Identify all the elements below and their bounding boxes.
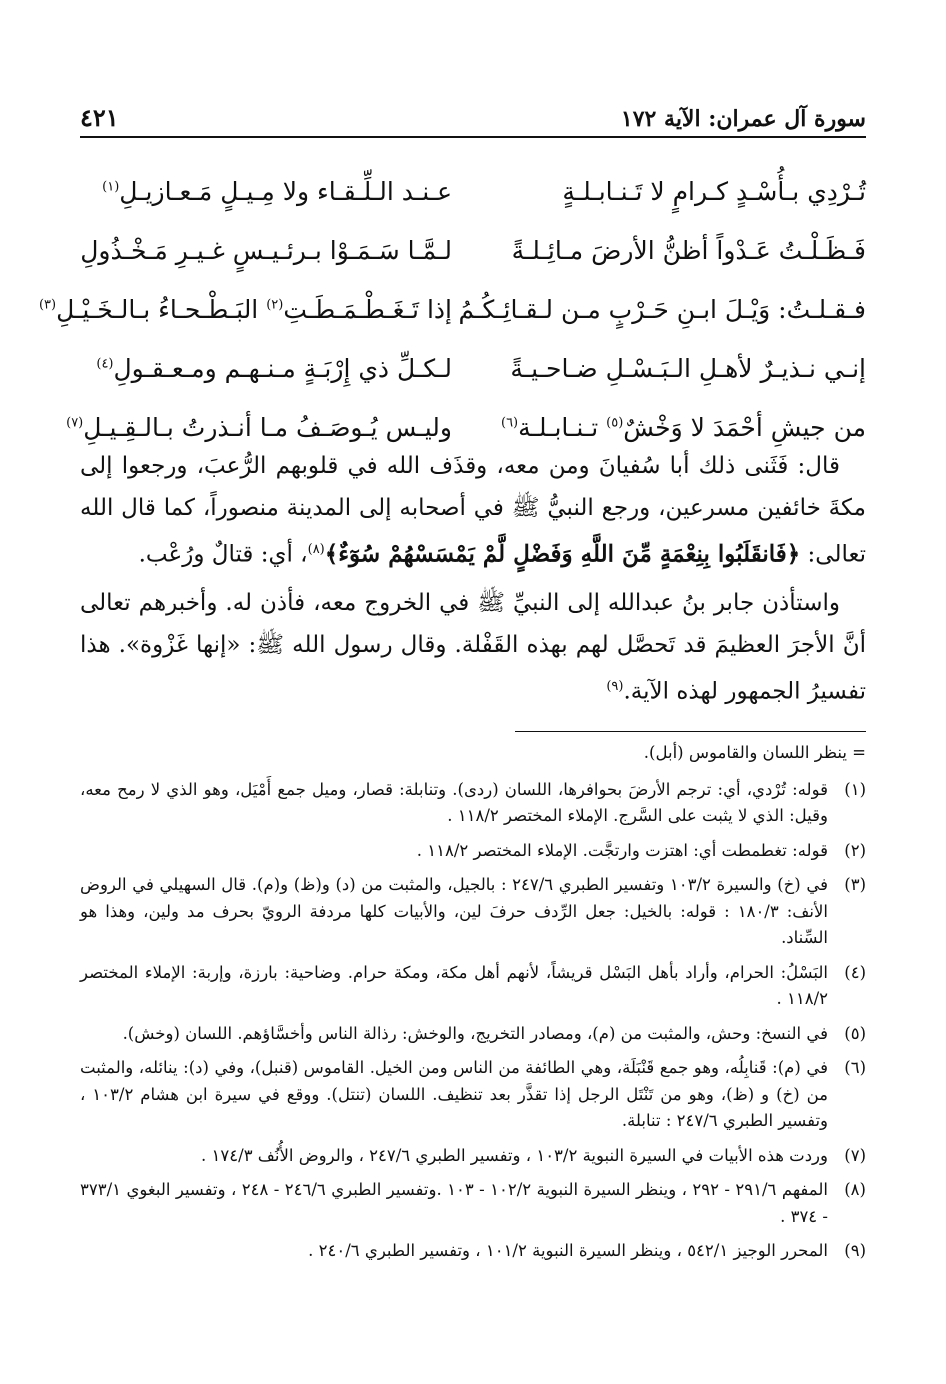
poem xyxy=(38,162,866,457)
verse-first-hemistich xyxy=(494,413,866,442)
footnote xyxy=(80,872,866,952)
hemistich-text: لـكـلِّ ذي إِرْبَـةٍ مـنـهـم ومـعـقـولِ xyxy=(113,354,452,383)
page-header xyxy=(80,96,866,132)
verse-first-hemistich xyxy=(494,236,866,265)
verse-first-hemistich xyxy=(458,295,866,324)
footnote-text: قوله: تُرْدي، أي: ترجم الأرضَ بحوافرها، اللسان (ردى). وتنابلة: قصار، وميل جمع أَمْيَل، وهو الذي لا رمح معه، وقيل: الذي لا يثبت على السَّرج. الإملاء المختصر ١١٨/٢ . xyxy=(80,779,828,825)
footnote-separator xyxy=(515,731,866,732)
footnote-ref: (٧) xyxy=(66,415,84,431)
poem-verse xyxy=(38,280,866,339)
footnote-continuation: = ينظر اللسان والقاموس (أبل). xyxy=(643,743,866,762)
verse-second-hemistich xyxy=(80,354,452,383)
footnote-number: (٤) xyxy=(844,962,866,982)
footnote xyxy=(80,1143,866,1170)
quran-citation: ﴿فَانقَلَبُوا بِنِعْمَةٍ مِّنَ اللَّهِ وَفَضْلٍ لَّمْ يَمْسَسْهُمْ سُوٓءٌ﴾ xyxy=(324,540,801,568)
footnote xyxy=(80,1055,866,1135)
footnote-text: المحرر الوجيز ٥٤٢/١ ، وينظر السيرة النبوية ١٠١/٢ ، وتفسير الطبري ٢٤٠/٦ . xyxy=(308,1241,828,1260)
footnote-number: (٨) xyxy=(844,1180,866,1199)
verse-second-hemistich xyxy=(66,413,452,442)
footnote-text: في (م): قَنابِلُه، وهو جمع قَنْبَلَة، وهي الطائفة من الناس ومن الخيل. القاموس (قنبل)، وفي (د): ينائله، والمثبت من (خ) و (ظ)، وهو من تَنْتَل الرجل إذا تقذَّر بعد تنظيف. اللسان (تنتل). ووقع في سيرة ابن هشام ١٠٣/٢ ، وتفسير الطبري ٢٤٧/٦ : تنابلة. xyxy=(80,1058,829,1130)
footnote-ref: (٨) xyxy=(307,542,325,557)
body-text xyxy=(80,445,866,712)
hemistich-text: إذا تَـغَـطْـمَـطَـتِ xyxy=(283,295,452,324)
hemistich-text: عـنـد الـلِّـقـاء ولا مِـيـلٍ مَـعـازيـلِ xyxy=(119,177,452,206)
footnote-ref: (٥) xyxy=(606,415,624,431)
hemistich-text: لـمَّـا سَـمَـوْا بـرئـيـسٍ غـيـرِ مَـخْـذُولِ xyxy=(80,236,452,265)
verse-first-hemistich xyxy=(494,177,866,206)
footnote-number: (٧) xyxy=(844,1145,866,1165)
footnote-ref: (١) xyxy=(102,179,120,195)
footnote xyxy=(80,960,866,1013)
footnote xyxy=(80,838,866,865)
hemistich-text: إنـي نـذيـرٌ لأهـلِ الـبَـسْـلِ ضـاحـيـةً xyxy=(510,354,866,383)
hemistich-text: فـقـلـتُ: وَيْـلَ ابـنِ حَـرْبٍ مـن لـقـائِـكُـمُ xyxy=(458,295,866,324)
paragraph-text: واستأذن جابر بنُ عبدالله إلى النبيِّ ﷺ في الخروج معه، فأذن له. وأخبرهم تعالى أنَّ الأجرَ العظيمَ قد تَحصَّل لهم بهذه القَفْلة. وقال رسول الله ﷺ: «إنها غَزْوة». هذا تفسيرُ الجمهور لهذه الآية. xyxy=(80,589,866,705)
footnote-ref: (٢) xyxy=(266,297,284,313)
footnote-number: (٩) xyxy=(844,1241,866,1260)
footnote-number: (٢) xyxy=(844,840,866,860)
hemistich-text: تـنـابـلـة xyxy=(518,413,607,442)
verse-first-hemistich xyxy=(494,354,866,383)
running-title: سورة آل عمران: الآية ١٧٢ xyxy=(620,106,866,132)
paragraph xyxy=(80,445,866,576)
footnote-ref: (٩) xyxy=(606,678,624,694)
hemistich-text: تُـرْدِي بـأُسْـدٍ كـرامٍ لا تَـنـابـلـةٍ xyxy=(562,177,866,206)
footnote xyxy=(80,1021,866,1048)
footnote-number: (٦) xyxy=(844,1058,866,1077)
footnote xyxy=(80,1177,866,1230)
footnote-ref: (٤) xyxy=(96,356,114,372)
hemistich-text: البَـطْـحـاءُ بـالـخَـيْـلِ xyxy=(56,295,267,324)
footnote-text: في (خ) والسيرة ١٠٣/٢ وتفسير الطبري ٢٤٧/٦ : بالجيل، والمثبت من (د) و(ظ) و(م). قال السهيلي في الروض الأنف: ١٨٠/٣ : قوله: بالخيل: جعل الرِّدف حرفَ لين، والأبيات كلها مردفة الرويّ بحرف مد ولين، وهذا هو السِّناد. xyxy=(80,875,828,947)
footnote-text: وردت هذه الأبيات في السيرة النبوية ١٠٣/٢ ، وتفسير الطبري ٢٤٧/٦ ، والروض الأُنُف ١٧٤/٣ . xyxy=(201,1145,828,1165)
verse-second-hemistich xyxy=(80,177,452,206)
header-rule xyxy=(80,136,866,138)
hemistich-text: فَـظَـلْـتُ عَـدْواً أظنُّ الأرضَ مـائِـلـةً xyxy=(511,236,866,265)
poem-verse xyxy=(80,162,866,221)
page-number: ٤٢١ xyxy=(80,103,119,132)
footnote-text: قوله: تغطمطت أي: اهتزت وارتجَّت. الإملاء المختصر ١١٨/٢ . xyxy=(416,840,828,860)
footnote-text: البَسْلُ: الحرام، وأراد بأهل البَسْل قريشاً، لأنهم أهل مكة، ومكة حرام. وضاحية: بارزة، وإربة: الإملاء المختصر ١١٨/٢ . xyxy=(80,962,828,1008)
hemistich-text: وليـس يُـوصَـفُ مـا أنـذرتُ بـالـقِـيـلِ xyxy=(83,413,452,442)
verse-second-hemistich xyxy=(80,236,452,265)
poem-verse xyxy=(80,339,866,398)
footnote-number: (٥) xyxy=(844,1023,866,1043)
footnote-number: (١) xyxy=(844,779,866,799)
poem-verse xyxy=(80,221,866,280)
footnote-text: المفهم ٢٩١/٦ - ٢٩٢ ، وينظر السيرة النبوية ١٠٢/٢ - ١٠٣ .وتفسير الطبري ٢٤٦/٦ - ٢٤٨ ، وتفسير البغوي ٣٧٣/١ - ٣٧٤ . xyxy=(80,1180,828,1226)
footnote xyxy=(80,777,866,830)
paragraph-text: قال: فَثَنى ذلك أبا سُفيانَ ومن معه، وقذَف الله في قلوبهم الرُّعبَ، ورجعوا إلى مكةَ خائفين مسرعين، ورجع النبيُّ ﷺ في أصحابه إلى المدينة منصوراً، كما قال الله تعالى: xyxy=(80,453,866,568)
footnote-number: (٣) xyxy=(844,875,866,894)
verse-second-hemistich xyxy=(38,295,452,324)
footnote-text: في النسخ: وحش، والمثبت من (م)، ومصادر التخريج، والوخش: رذالة الناس وأخسَّاؤهم. اللسان (وخش). xyxy=(122,1023,828,1043)
paragraph-text: ، أي: قتالٌ ورُعْب. xyxy=(138,541,308,568)
footnote-ref: (٦) xyxy=(500,415,519,431)
footnote xyxy=(80,1238,866,1265)
footnotes xyxy=(80,740,866,1273)
footnote-ref: (٣) xyxy=(38,297,57,313)
hemistich-text: من جيشِ أحْمَدَ لا وَخْشٌ xyxy=(623,413,866,442)
paragraph xyxy=(80,582,866,713)
